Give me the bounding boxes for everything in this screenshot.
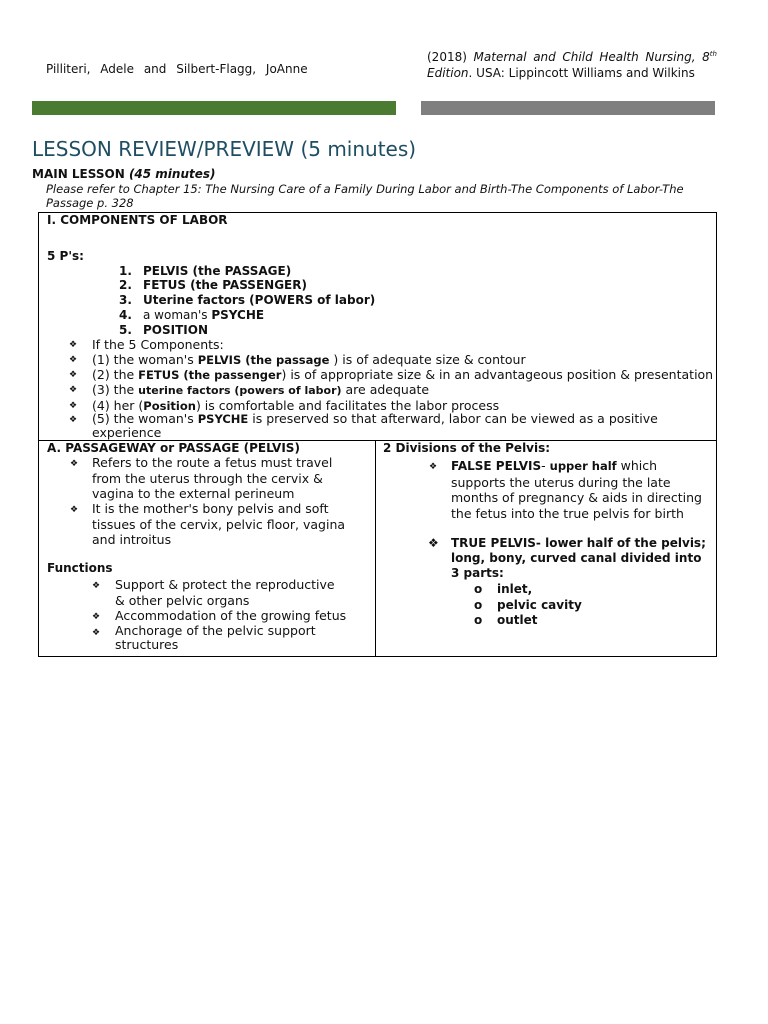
functions-label: Functions	[47, 561, 113, 575]
diamond-bullet-icon: ❖	[69, 370, 78, 380]
five-ps-item: 5. POSITION	[119, 323, 208, 337]
chapter-reference: Please refer to Chapter 15: The Nursing Care of a Family During Labor and Birth-The Components of Labor-The Passage p. 328	[46, 182, 684, 210]
function-item: Anchorage of the pelvic support structures	[115, 623, 316, 652]
page-heading: LESSON REVIEW/PREVIEW (5 minutes)	[32, 137, 417, 161]
diamond-bullet-icon: ❖	[69, 340, 78, 350]
pelvis-divisions-box	[375, 440, 717, 657]
function-item: Accommodation of the growing fetus	[115, 608, 347, 623]
circle-bullet-icon: o	[474, 598, 483, 612]
false-pelvis-description: FALSE PELVIS- upper half which supports the uterus during the late months of pregnancy & aids in directing the fetus into the true pelvis for birth	[451, 458, 702, 521]
green-divider-bar	[32, 101, 396, 115]
gray-divider-bar	[421, 101, 715, 115]
five-ps-item: 2. FETUS (the PASSENGER)	[119, 278, 307, 292]
five-ps-item: 1. PELVIS (the PASSAGE)	[119, 264, 292, 278]
circle-bullet-icon: o	[474, 582, 483, 596]
pelvis-part: outlet	[497, 613, 538, 627]
pelvis-part: inlet,	[497, 582, 533, 596]
reference-authors: Pilliteri, Adele and Silbert-Flagg, JoAnne	[46, 62, 308, 76]
passage-title: A. PASSAGEWAY or PASSAGE (PELVIS)	[47, 441, 300, 455]
main-lesson-label: MAIN LESSON (45 minutes)	[32, 167, 216, 181]
diamond-bullet-icon: ❖	[69, 385, 78, 395]
passage-box	[38, 440, 376, 657]
diamond-bullet-icon: ❖	[92, 581, 101, 591]
reference-book	[427, 46, 717, 81]
diamond-bullet-icon: ❖	[92, 612, 101, 622]
if-components-intro: If the 5 Components:	[92, 337, 224, 352]
condition-item: (5) the woman's PSYCHE is preserved so that afterward, labor can be viewed as a positive experience	[92, 411, 658, 440]
five-ps-item: 4. a woman's PSYCHE	[119, 308, 265, 322]
condition-item: (2) the FETUS (the passenger) is of appropriate size & in an advantageous position & presentation	[92, 367, 714, 382]
condition-item: (1) the woman's PELVIS (the passage ) is of adequate size & contour	[92, 352, 526, 367]
diamond-bullet-icon: ❖	[428, 536, 439, 550]
five-ps-item: 3. Uterine factors (POWERS of labor)	[119, 293, 376, 307]
diamond-bullet-icon: ❖	[429, 462, 438, 472]
five-ps-label: 5 P's:	[47, 249, 84, 263]
diamond-bullet-icon: ❖	[70, 505, 79, 515]
divisions-title: 2 Divisions of the Pelvis:	[383, 441, 551, 455]
condition-item: (4) her (Position) is comfortable and facilitates the labor process	[92, 398, 500, 413]
pelvis-part: pelvic cavity	[497, 598, 582, 612]
reference-year: (2018)	[427, 50, 467, 64]
passage-point: Refers to the route a fetus must travel from the uterus through the cervix & vagina to the external perineum	[92, 455, 333, 501]
diamond-bullet-icon: ❖	[70, 459, 79, 469]
components-title: I. COMPONENTS OF LABOR	[47, 213, 228, 227]
diamond-bullet-icon: ❖	[69, 401, 78, 411]
reference-title: Maternal and Child Health Nursing, 8th Edition	[427, 50, 717, 80]
reference-publisher: . USA: Lippincott Williams and Wilkins	[468, 66, 695, 80]
condition-item: (3) the uterine factors (powers of labor) are adequate	[92, 382, 430, 397]
true-pelvis-description: TRUE PELVIS- lower half of the pelvis; long, bony, curved canal divided into 3 parts:	[451, 536, 706, 580]
diamond-bullet-icon: ❖	[69, 415, 78, 425]
circle-bullet-icon: o	[474, 613, 483, 627]
function-item: Support & protect the reproductive & other pelvic organs	[115, 577, 335, 608]
passage-point: It is the mother's bony pelvis and soft tissues of the cervix, pelvic floor, vagina and introitus	[92, 501, 346, 547]
components-of-labor-box	[38, 212, 717, 441]
diamond-bullet-icon: ❖	[69, 355, 78, 365]
diamond-bullet-icon: ❖	[92, 628, 101, 638]
